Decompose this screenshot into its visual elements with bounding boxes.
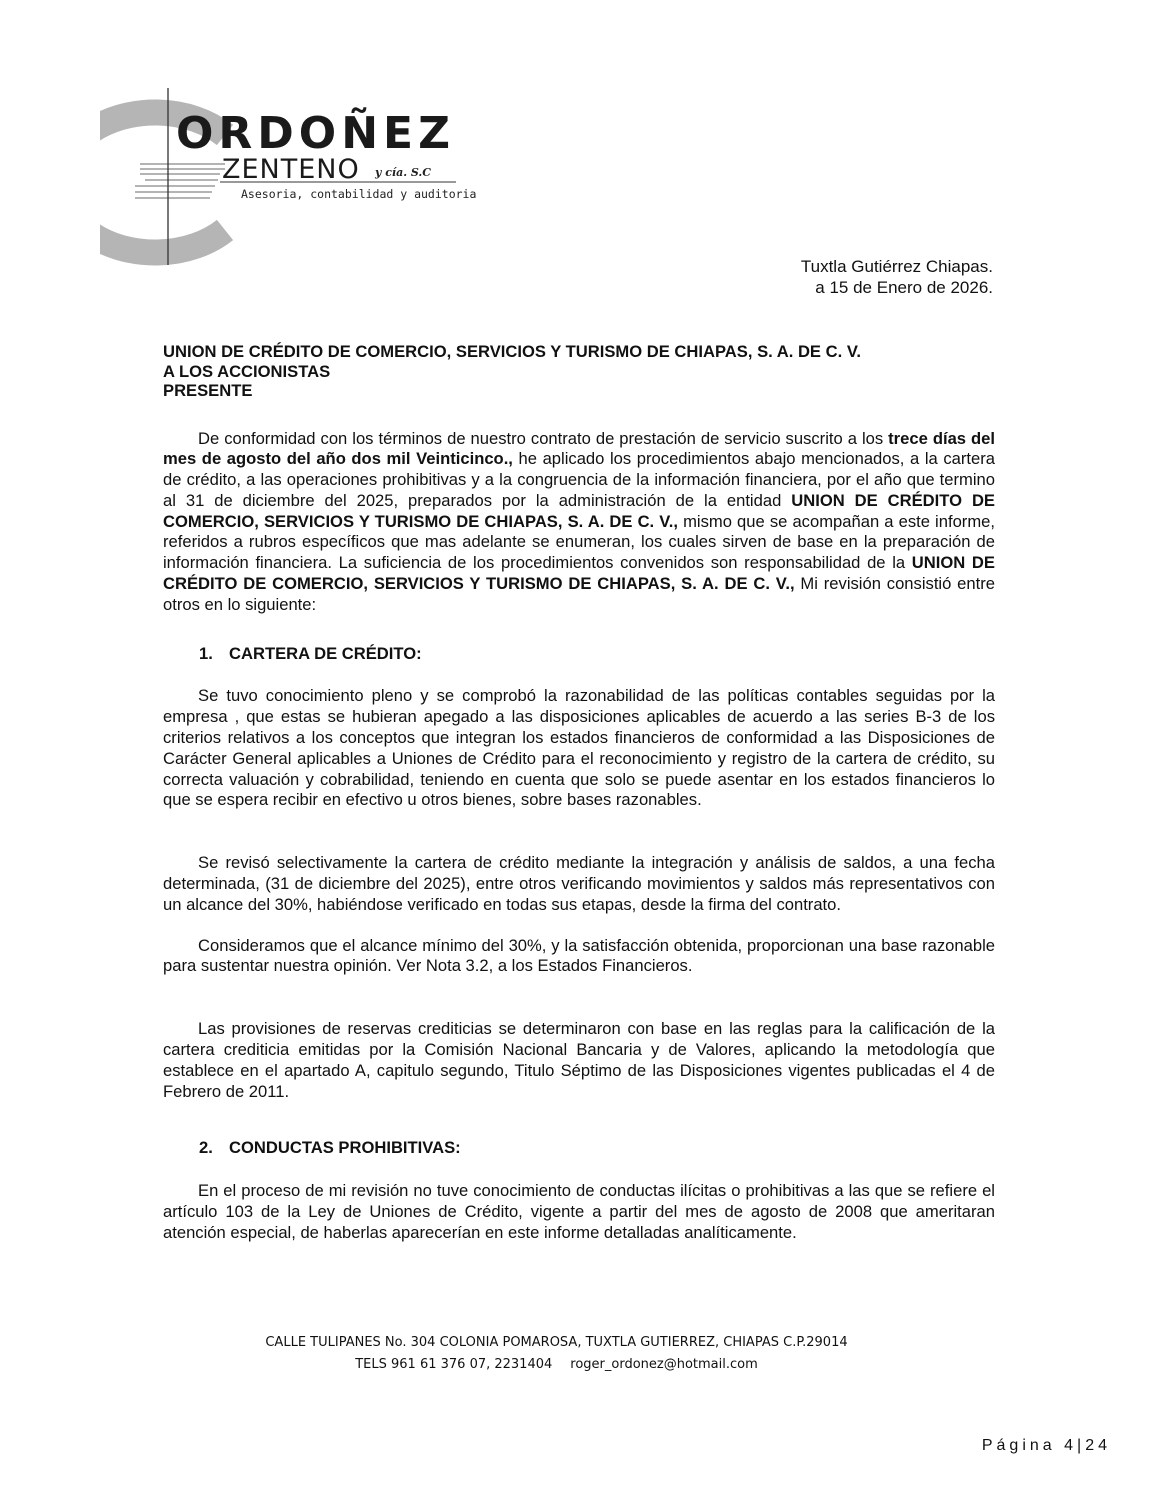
footer-address: CALLE TULIPANES No. 304 COLONIA POMAROSA, TUXTLA GUTIERREZ, CHIAPAS C.P.29014: [265, 1335, 848, 1350]
section-1-paragraph-3: Consideramos que el alcance mínimo del 30%, y la satisfacción obtenida, proporcionan una base razonable para sustentar nuestra opinión. Ver Nota 3.2, a los Estados Financieros.: [163, 935, 995, 976]
logo-name-line1: ORDOÑEZ: [176, 108, 455, 159]
intro-text-3: mismo que se acompañan a este informe, referidos a rubros específicos que mas adelante se enumeran, los cuales sirven de base en la preparación de información financiera. La suficiencia de los procedimientos convenidos son responsabilidad de la: [163, 511, 995, 573]
section-1-paragraph-2: Se revisó selectivamente la cartera de crédito mediante la integración y análisis de saldos, a una fecha determinada, (31 de diciembre del 2025), entre otros verificando movimientos y saldos más representativos con un alcance del 30%, habiéndose verificado en todas sus etapas, desde la firma del contrato.: [163, 853, 995, 914]
section-2-paragraph-1: En el proceso de mi revisión no tuve conocimiento de conductas ilícitas o prohibitivas a las que se refiere el artículo 103 de la Ley de Uniones de Crédito, vigente a partir del mes de agosto de 2008 que ameritaran atención especial, de haberlas aparecerían en este informe detalladas analíticamente.: [163, 1181, 995, 1242]
intro-text-2: he aplicado los procedimientos abajo mencionados, a la cartera de crédito, a las operaciones prohibitivas y a la congruencia de la información financiera, por el año que termino al 31 de diciembre del 2025, preparados por la administración de la entidad: [163, 449, 995, 510]
logo-graphic: [100, 80, 480, 270]
addressee-entity: UNION DE CRÉDITO DE COMERCIO, SERVICIOS Y TURISMO DE CHIAPAS, S. A. DE C. V.: [163, 342, 861, 361]
page-current: 4: [1064, 1437, 1078, 1454]
letterhead-footer: [0, 1332, 1113, 1376]
company-logo: [100, 80, 480, 270]
intro-paragraph: [163, 429, 995, 616]
page-separator: |: [1077, 1437, 1086, 1454]
logo-stripes: [135, 164, 225, 198]
logo-name-line2: ZENTENO: [222, 154, 360, 185]
page-number: [982, 1437, 1111, 1455]
date: a 15 de Enero de 2026.: [815, 278, 993, 297]
addressee-to: A LOS ACCIONISTAS: [163, 361, 331, 381]
logo-tagline: Asesoria, contabilidad y auditoria: [241, 187, 477, 201]
section-heading-2: [199, 1138, 995, 1159]
intro-contract-date: trece días del mes de agosto del año dos mil Veinticinco.,: [163, 428, 995, 469]
intro-text-1: De conformidad con los términos de nuestro contrato de prestación de servicio suscrito a los: [198, 428, 889, 448]
intro-entity-name-2: UNION DE CRÉDITO DE COMERCIO, SERVICIOS Y TURISMO DE CHIAPAS, S. A. DE C. V.,: [163, 553, 995, 594]
addressee-block: [163, 342, 995, 401]
footer-phones: TELS 961 61 376 07, 2231404: [355, 1357, 553, 1372]
addressee-presente: PRESENTE: [163, 381, 253, 400]
footer-contact: [0, 1354, 1113, 1376]
letter-body: [163, 342, 995, 1244]
section-heading-1: [199, 644, 995, 665]
section-1-paragraph-1: Se tuvo conocimiento pleno y se comprobó la razonabilidad de las políticas contables seguidas por la empresa , que estas se hubieran apegado a las disposiciones aplicables de acuerdo a las series B-3 de los criterios relativos a los conceptos que integran los estados financieros de conformidad a las Disposiciones de Carácter General aplicables a Uniones de Crédito para el reconocimiento y registro de la cartera de crédito, su correcta valuación y cobrabilidad, teniendo en cuenta que solo se puede asentar en los estados financieros lo que se espera recibir en efectivo u otros bienes, sobre bases razonables.: [163, 686, 995, 810]
page-total: 24: [1085, 1437, 1111, 1454]
section-number: 1.: [199, 643, 213, 663]
logo-suffix: y cía. S.C: [375, 166, 432, 179]
footer-email[interactable]: roger_ordonez@hotmail.com: [570, 1357, 758, 1372]
page-label: Página: [981, 1437, 1056, 1454]
intro-text-4: Mi revisión consistió entre otros en lo siguiente:: [163, 574, 995, 614]
section-title: CARTERA DE CRÉDITO:: [229, 643, 422, 663]
place-date-block: [801, 256, 993, 298]
section-title: CONDUCTAS PROHIBITIVAS:: [229, 1138, 461, 1158]
place: Tuxtla Gutiérrez Chiapas.: [800, 257, 993, 276]
section-1-paragraph-4: Las provisiones de reservas crediticias se determinaron con base en las reglas para la calificación de la cartera crediticia emitidas por la Comisión Nacional Bancaria y de Valores, aplicando la metodología que establece en el apartado A, capitulo segundo, Titulo Séptimo de las Disposiciones vigentes publicadas el 4 de Febrero de 2011.: [163, 1019, 995, 1101]
intro-entity-name-1: UNION DE CRÉDITO DE COMERCIO, SERVICIOS Y TURISMO DE CHIAPAS, S. A. DE C. V.,: [163, 490, 995, 531]
section-number: 2.: [199, 1138, 213, 1158]
